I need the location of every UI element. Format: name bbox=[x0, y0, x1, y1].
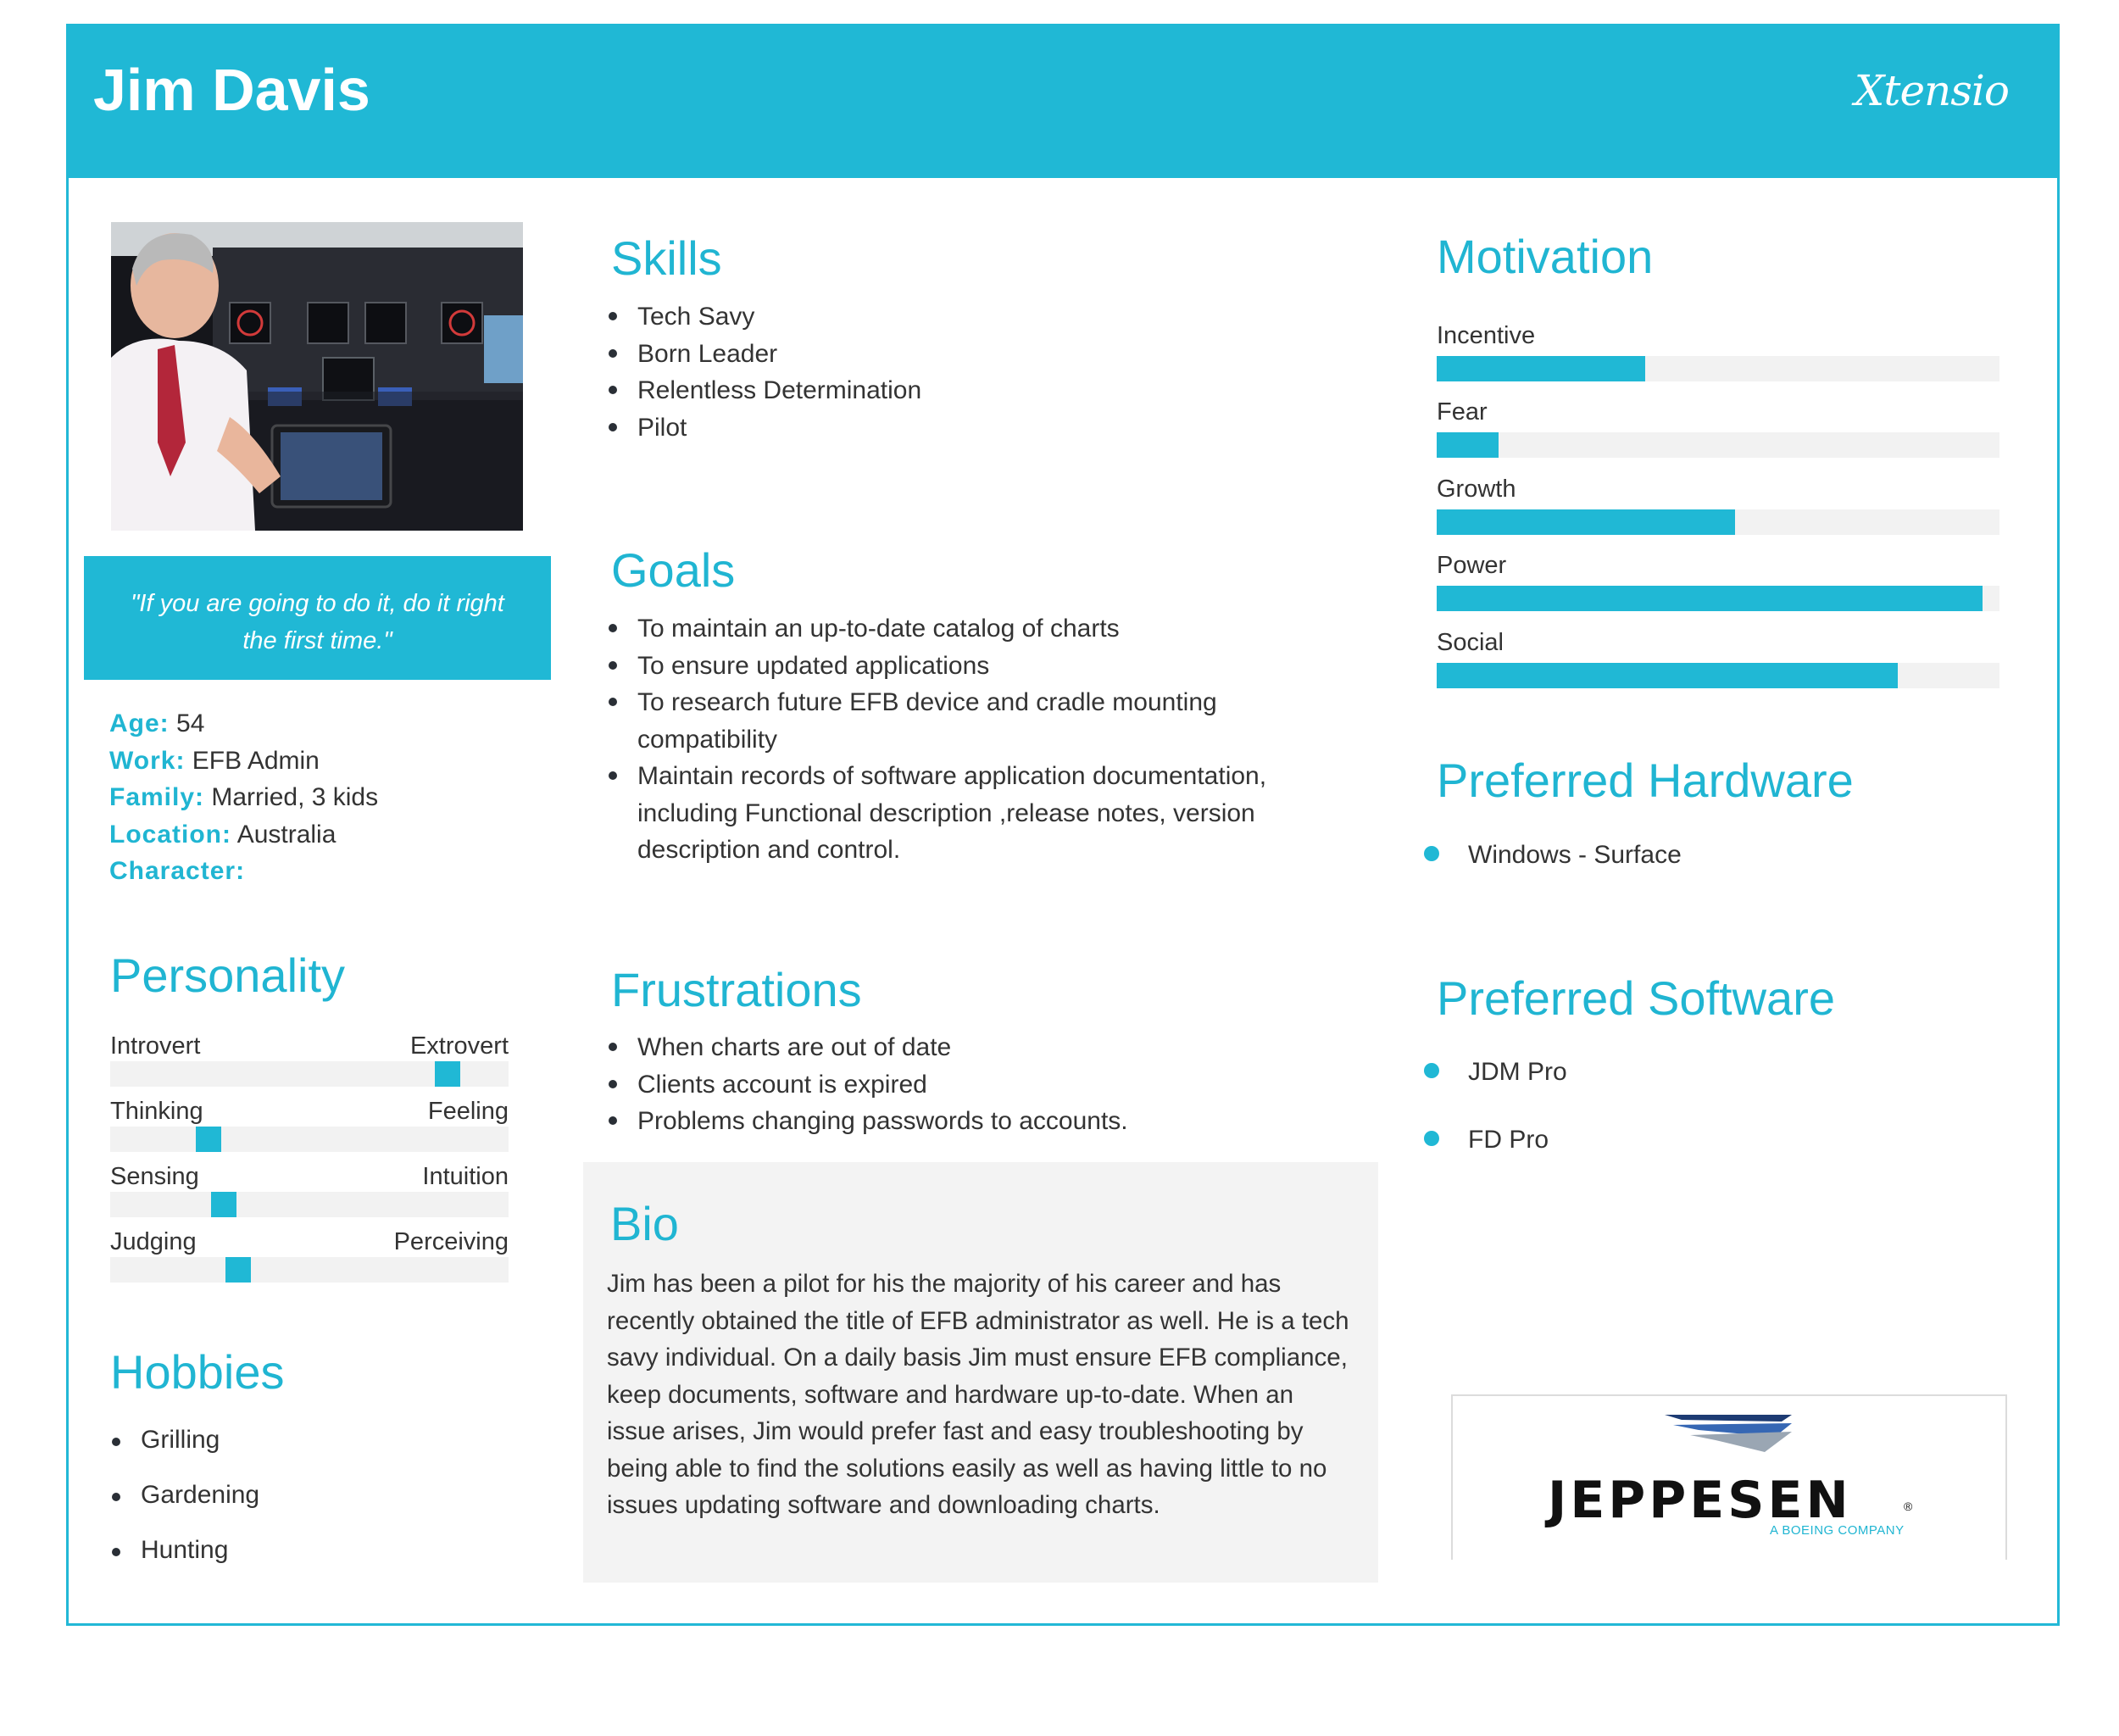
motivation-bar bbox=[1437, 322, 1999, 381]
trait-left-label: Thinking bbox=[110, 1098, 203, 1125]
slider-knob bbox=[225, 1257, 251, 1283]
list-item: When charts are out of date bbox=[607, 1029, 1128, 1066]
fact-value: Australia bbox=[236, 820, 336, 849]
list-item: JDM Pro bbox=[1424, 1058, 1567, 1087]
bio-title: Bio bbox=[610, 1197, 679, 1250]
software-title: Preferred Software bbox=[1437, 971, 1835, 1025]
jeppesen-wing-icon bbox=[1665, 1413, 1800, 1464]
bar-track bbox=[1437, 509, 1999, 535]
fact-label: Family: bbox=[109, 783, 205, 811]
registered-mark: ® bbox=[1904, 1500, 1913, 1513]
trait-right-label: Intuition bbox=[422, 1163, 509, 1190]
persona-photo bbox=[111, 222, 523, 531]
motivation-bar bbox=[1437, 552, 1999, 611]
bar-track bbox=[1437, 586, 1999, 611]
fact-family bbox=[109, 779, 378, 816]
trait-right-label: Feeling bbox=[427, 1098, 509, 1125]
list-item: Pilot bbox=[607, 409, 921, 447]
motivation-bar bbox=[1437, 629, 1999, 688]
hardware-list bbox=[1424, 841, 1682, 870]
fact-age bbox=[109, 705, 378, 743]
fact-label: Age: bbox=[109, 709, 170, 737]
hardware-title: Preferred Hardware bbox=[1437, 754, 1854, 807]
persona-facts bbox=[109, 705, 378, 890]
skills-list bbox=[607, 298, 921, 446]
slider-track bbox=[110, 1257, 509, 1283]
motivation-label: Incentive bbox=[1437, 322, 1536, 349]
goals-title: Goals bbox=[611, 543, 736, 597]
persona-name: Jim Davis bbox=[93, 57, 370, 123]
cockpit-photo-illustration bbox=[111, 222, 523, 531]
goals-list bbox=[607, 610, 1310, 869]
fact-work bbox=[109, 743, 378, 780]
frustrations-list bbox=[607, 1029, 1128, 1140]
fact-value: 54 bbox=[176, 709, 205, 737]
bar-fill bbox=[1437, 586, 1983, 611]
bar-fill bbox=[1437, 432, 1499, 458]
bar-track bbox=[1437, 663, 1999, 688]
fact-character bbox=[109, 853, 378, 890]
trait-left-label: Sensing bbox=[110, 1163, 199, 1190]
skills-title: Skills bbox=[611, 231, 722, 285]
fact-value: EFB Admin bbox=[192, 746, 320, 775]
fact-location bbox=[109, 816, 378, 854]
bio-panel bbox=[583, 1162, 1378, 1583]
slider-knob bbox=[435, 1061, 460, 1087]
personality-slider bbox=[110, 1163, 509, 1228]
hobbies-title: Hobbies bbox=[110, 1345, 285, 1399]
motivation-title: Motivation bbox=[1437, 230, 1654, 283]
persona-quote: "If you are going to do it, do it right the first time." bbox=[84, 556, 551, 680]
fact-label: Work: bbox=[109, 746, 186, 775]
slider-knob bbox=[196, 1127, 221, 1152]
xtensio-logo: Xtensio bbox=[1854, 66, 2009, 115]
personality-slider bbox=[110, 1032, 509, 1098]
fact-value: Married, 3 kids bbox=[211, 783, 379, 811]
software-list bbox=[1424, 1058, 1567, 1155]
bar-track bbox=[1437, 356, 1999, 381]
personality-title: Personality bbox=[110, 949, 346, 1002]
motivation-label: Growth bbox=[1437, 476, 1516, 503]
header-bar bbox=[66, 24, 2060, 178]
fact-label: Character: bbox=[109, 857, 246, 885]
list-item: To ensure updated applications bbox=[607, 648, 1310, 685]
trait-left-label: Introvert bbox=[110, 1032, 201, 1060]
motivation-label: Power bbox=[1437, 552, 1507, 579]
list-item: Hunting bbox=[110, 1534, 259, 1566]
bar-fill bbox=[1437, 663, 1898, 688]
list-item: Problems changing passwords to accounts. bbox=[607, 1103, 1128, 1140]
trait-right-label: Extrovert bbox=[409, 1032, 509, 1060]
slider-track bbox=[110, 1127, 509, 1152]
jeppesen-tagline: A BOEING COMPANY bbox=[1770, 1523, 1905, 1538]
list-item: Grilling bbox=[110, 1424, 259, 1455]
frustrations-title: Frustrations bbox=[611, 963, 862, 1016]
list-item: Gardening bbox=[110, 1479, 259, 1511]
trait-left-label: Judging bbox=[110, 1228, 197, 1255]
list-item: Relentless Determination bbox=[607, 372, 921, 409]
hobbies-list bbox=[110, 1424, 259, 1589]
list-item: Clients account is expired bbox=[607, 1066, 1128, 1104]
list-item: Born Leader bbox=[607, 336, 921, 373]
bar-fill bbox=[1437, 356, 1645, 381]
jeppesen-wordmark: JEPPESEN bbox=[1548, 1471, 1852, 1530]
motivation-label: Fear bbox=[1437, 398, 1488, 426]
bar-fill bbox=[1437, 509, 1735, 535]
list-item: Maintain records of software application documentation, including Functional description ,release notes, version description and control. bbox=[607, 758, 1310, 869]
motivation-bar bbox=[1437, 476, 1999, 535]
list-item: FD Pro bbox=[1424, 1126, 1567, 1155]
list-item: Tech Savy bbox=[607, 298, 921, 336]
motivation-label: Social bbox=[1437, 629, 1504, 656]
list-item: To maintain an up-to-date catalog of charts bbox=[607, 610, 1310, 648]
bio-text: Jim has been a pilot for his the majority of his career and has recently obtained the title of EFB administrator as well. He is a tech savy individual. On a daily basis Jim must ensure EFB compliance, keep documents, software and hardware up-to-date. When an issue arises, Jim would prefer fast and easy troubleshooting by being able to find the solutions easily as well as having little to no issues updating software and downloading charts. bbox=[607, 1270, 1349, 1519]
bar-track bbox=[1437, 432, 1999, 458]
list-item: To research future EFB device and cradle mounting compatibility bbox=[607, 684, 1310, 758]
personality-slider bbox=[110, 1098, 509, 1163]
personality-slider bbox=[110, 1228, 509, 1294]
list-item: Windows - Surface bbox=[1424, 841, 1682, 870]
slider-track bbox=[110, 1192, 509, 1217]
motivation-bar bbox=[1437, 398, 1999, 458]
slider-knob bbox=[211, 1192, 236, 1217]
fact-label: Location: bbox=[109, 820, 231, 849]
trait-right-label: Perceiving bbox=[393, 1228, 509, 1255]
jeppesen-logo bbox=[1451, 1394, 2007, 1560]
